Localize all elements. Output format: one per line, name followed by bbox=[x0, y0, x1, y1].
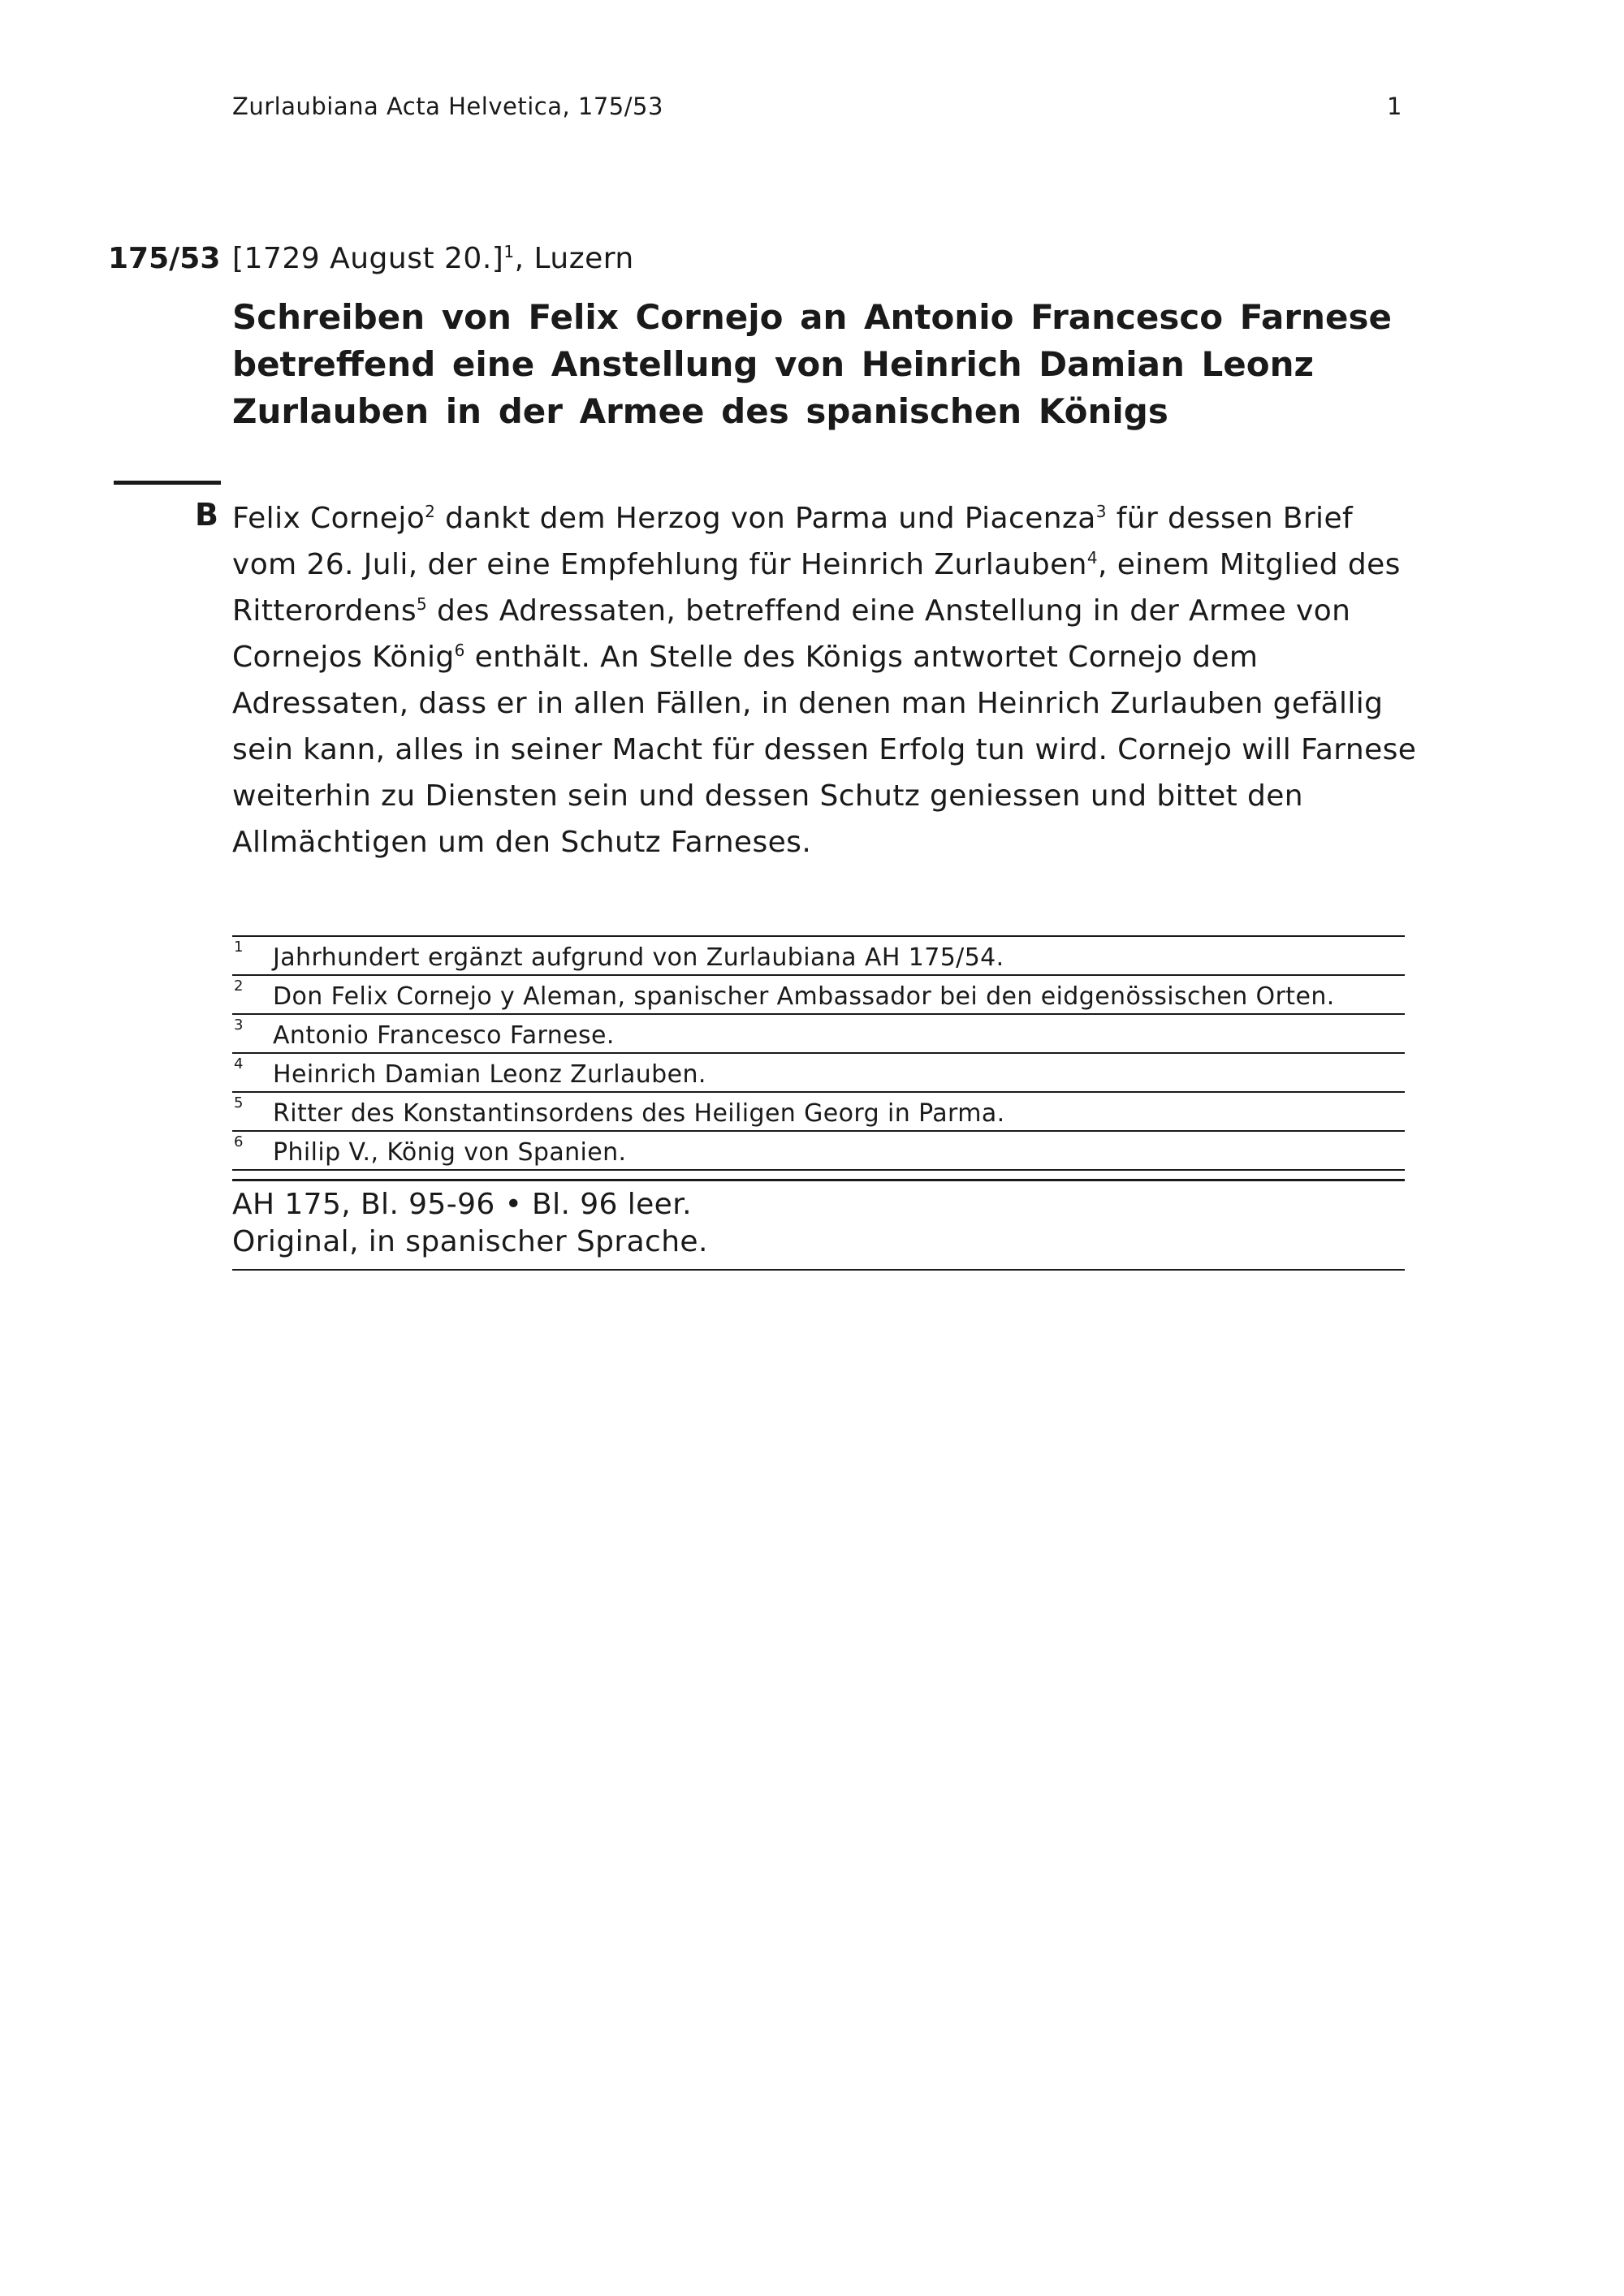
footnote bbox=[232, 1093, 1405, 1132]
section-label: B bbox=[195, 497, 218, 533]
footnote-mark: 3 bbox=[234, 1016, 244, 1034]
footnote-ref-3: 3 bbox=[1095, 502, 1107, 521]
summary-text: Felix Cornejo bbox=[232, 502, 425, 535]
entry-title bbox=[232, 294, 1402, 435]
source-line-shelfmark: AH 175, Bl. 95-96 • Bl. 96 leer. bbox=[232, 1188, 692, 1221]
footnote-ref-5: 5 bbox=[416, 594, 428, 614]
footnote-mark: 4 bbox=[234, 1055, 244, 1072]
footnote-mark: 6 bbox=[234, 1133, 244, 1150]
footnote-text: Ritter des Konstantinsordens des Heiligen Georg in Parma. bbox=[273, 1099, 1005, 1128]
footnote-text: Heinrich Damian Leonz Zurlauben. bbox=[273, 1060, 706, 1089]
footnote bbox=[232, 1132, 1405, 1171]
footnote bbox=[232, 937, 1405, 976]
footnote bbox=[232, 1054, 1405, 1093]
footnote-ref-6: 6 bbox=[454, 641, 465, 660]
footnote-ref-2: 2 bbox=[425, 502, 436, 521]
running-head: Zurlaubiana Acta Helvetica, 175/53 bbox=[232, 93, 663, 120]
summary-text: dankt dem Herzog von Parma und Piacenza bbox=[435, 502, 1096, 535]
section-rule bbox=[114, 481, 221, 485]
footnote-text: Don Felix Cornejo y Aleman, spanischer Ambassador bei den eidgenössischen Orten. bbox=[273, 982, 1335, 1011]
footnote-mark: 1 bbox=[234, 939, 244, 956]
entry-title-line: Zurlauben in der Armee des spanischen Königs bbox=[232, 391, 1168, 431]
footnote-mark: 2 bbox=[234, 978, 244, 995]
footnote-text: Jahrhundert ergänzt aufgrund von Zurlaubiana AH 175/54. bbox=[273, 943, 1004, 972]
footnote-ref-4: 4 bbox=[1086, 548, 1099, 568]
entry-date-text: [1729 August 20.] bbox=[232, 242, 504, 275]
source-line-original: Original, in spanischer Sprache. bbox=[232, 1225, 708, 1258]
source-block bbox=[232, 1179, 1405, 1271]
footnote-text: Antonio Francesco Farnese. bbox=[273, 1021, 615, 1050]
entry-date bbox=[232, 242, 634, 275]
footnote bbox=[232, 976, 1405, 1015]
page-number: 1 bbox=[1387, 93, 1402, 120]
summary-text: , einem Mitglied des Ritterordens bbox=[232, 548, 1401, 628]
footnote-text: Philip V., König von Spanien. bbox=[273, 1138, 627, 1167]
summary-text: des Adressaten, betreffend eine Anstellung in der Armee von Cornejos König bbox=[232, 594, 1351, 674]
summary-paragraph bbox=[232, 495, 1418, 865]
summary-text: für dessen Brief vom 26. Juli, der eine Empfehlung für Heinrich Zurlauben bbox=[232, 502, 1354, 581]
footnote-ref-1: 1 bbox=[503, 242, 515, 261]
footnote bbox=[232, 1015, 1405, 1054]
entry-number: 175/53 bbox=[108, 242, 221, 275]
footnotes bbox=[232, 935, 1405, 1171]
entry-place: , Luzern bbox=[514, 242, 634, 275]
summary-text: enthält. An Stelle des Königs antwortet Cornejo dem Adressaten, dass er in allen Fällen, in denen man Heinrich Zurlauben gefällig sein kann, alles in seiner Macht für dessen Erfolg tun wird. Cornejo will Farnese weiterhin zu Diensten sein und dessen Schutz geniessen und bittet den Allmächtigen um den Schutz Farneses. bbox=[232, 641, 1417, 859]
entry-title-line: Schreiben von Felix Cornejo an Antonio Francesco Farnese bbox=[232, 297, 1392, 337]
footnote-mark: 5 bbox=[234, 1094, 244, 1111]
entry-title-line: betreffend eine Anstellung von Heinrich Damian Leonz bbox=[232, 344, 1314, 384]
